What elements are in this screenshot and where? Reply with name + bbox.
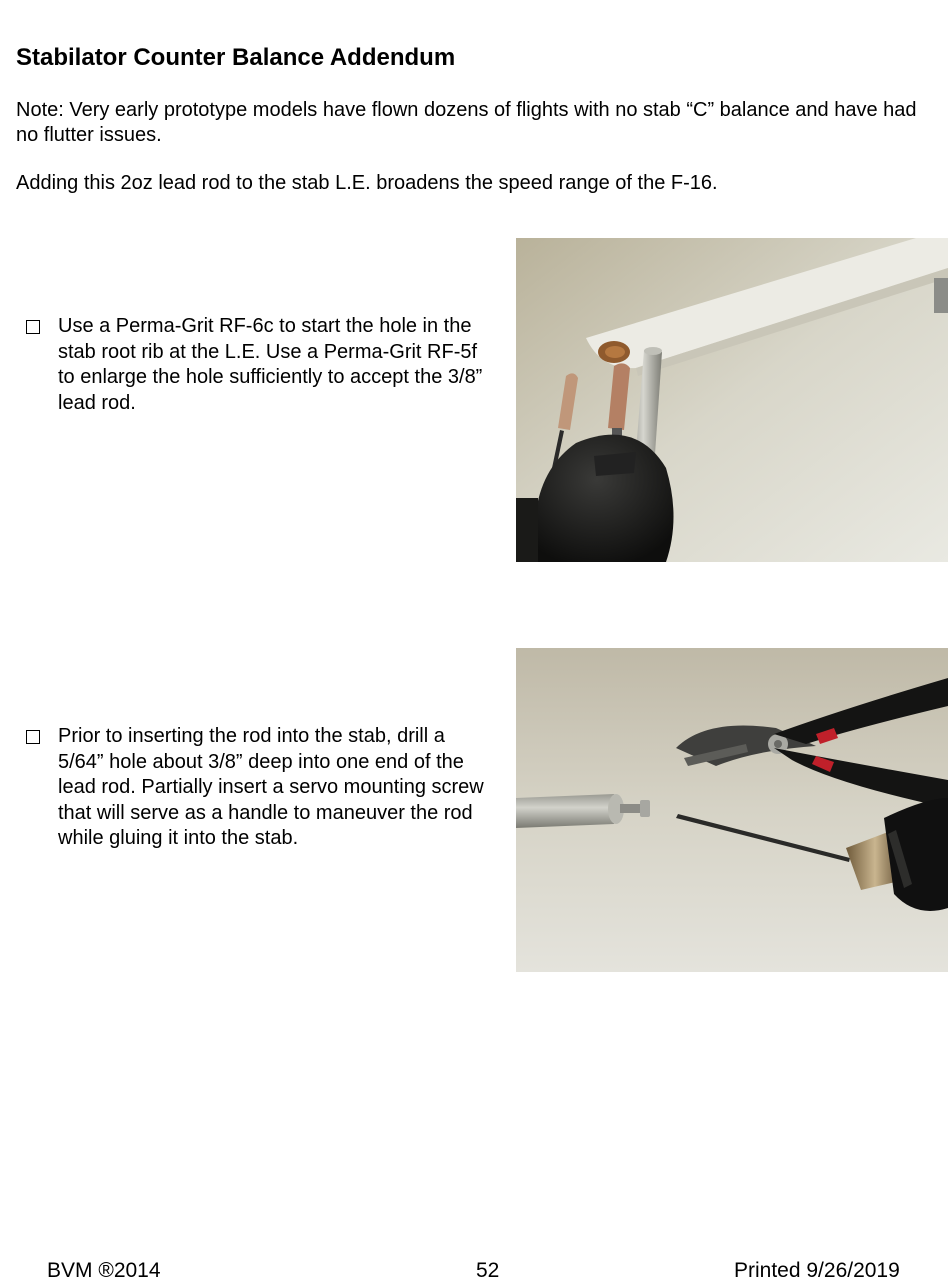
step-text: Prior to inserting the rod into the stab, drill a 5/64” hole about 3/8” deep into one end of the lead rod. Partially insert a servo mounting screw that will serve as a handle to maneuver the rod while gluing it into the stab. bbox=[58, 725, 484, 849]
checkbox[interactable] bbox=[26, 730, 40, 744]
note-paragraph: Note: Very early prototype models have flown dozens of flights with no stab “C” balance and have had no flutter issues. bbox=[16, 99, 917, 146]
intro-paragraph: Adding this 2oz lead rod to the stab L.E. broadens the speed range of the F-16. bbox=[16, 172, 718, 194]
photo-drilling-lead-rod bbox=[516, 648, 948, 972]
photo-illustration bbox=[516, 648, 948, 972]
step-item bbox=[26, 314, 491, 416]
photo-illustration bbox=[516, 238, 948, 562]
footer-copyright: BVM ®2014 bbox=[47, 1259, 161, 1282]
step-item bbox=[26, 724, 491, 852]
page-title: Stabilator Counter Balance Addendum bbox=[16, 44, 456, 71]
footer-page-number: 52 bbox=[476, 1259, 500, 1282]
photo-drill-bits-and-lead-rod bbox=[516, 238, 948, 562]
step-text: Use a Perma-Grit RF-6c to start the hole in the stab root rib at the L.E. Use a Perma-Grit RF-5f to enlarge the hole sufficiently to accept the 3/8” lead rod. bbox=[58, 315, 483, 414]
checkbox[interactable] bbox=[26, 320, 40, 334]
footer-print-date: Printed 9/26/2019 bbox=[734, 1259, 900, 1282]
